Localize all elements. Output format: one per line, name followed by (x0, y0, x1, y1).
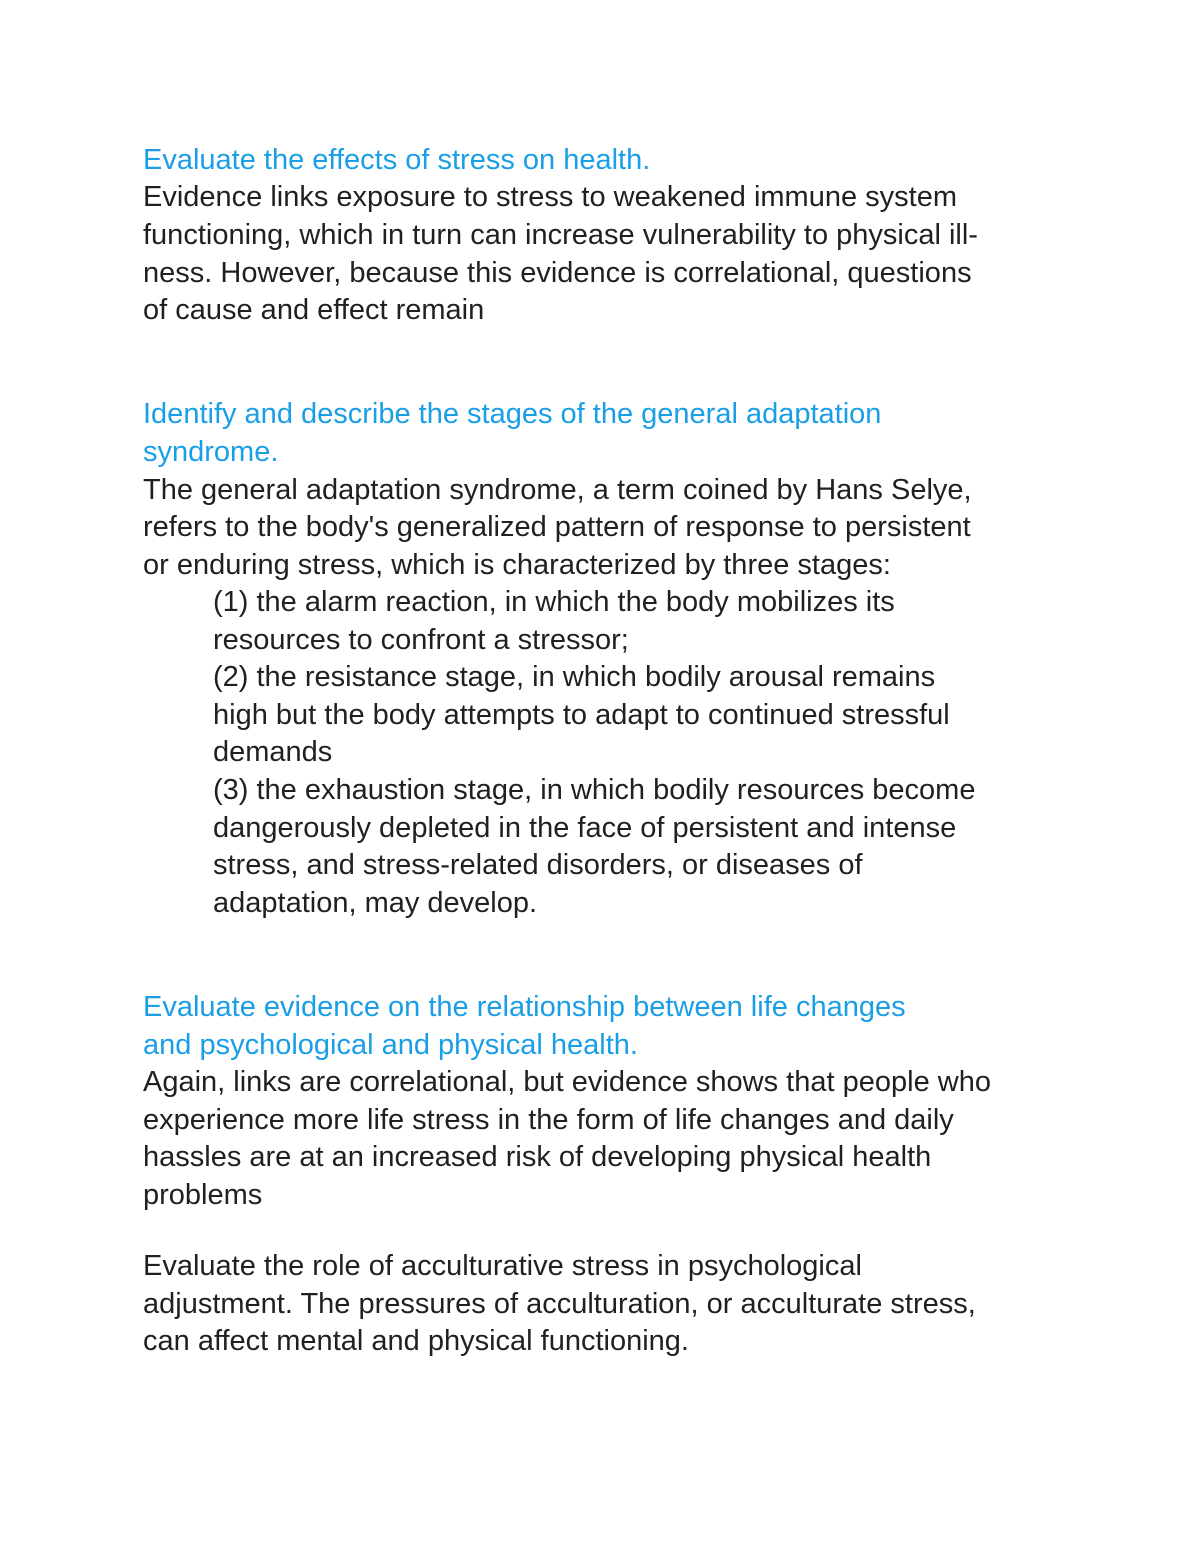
section-3-body-line: Again, links are correlational, but evidence shows that people who (143, 1066, 991, 1098)
section-2-body-line: refers to the body's generalized pattern of response to persistent (143, 511, 971, 543)
stage-3-line: stress, and stress-related disorders, or diseases of (213, 849, 863, 881)
section-1-body-line: of cause and effect remain (143, 294, 485, 326)
section-4-body-line: can affect mental and physical functioning. (143, 1325, 689, 1357)
section-4-body-line: Evaluate the role of acculturative stress in psychological (143, 1250, 862, 1282)
section-3-body-line: problems (143, 1179, 263, 1211)
section-3-heading-line: Evaluate evidence on the relationship between life changes (143, 991, 906, 1023)
stage-2-line: high but the body attempts to adapt to continued stressful (213, 699, 950, 731)
stage-3-line: dangerously depleted in the face of persistent and intense (213, 812, 957, 844)
section-3-heading-line: and psychological and physical health. (143, 1029, 638, 1061)
section-2-body-line: The general adaptation syndrome, a term coined by Hans Selye, (143, 474, 972, 506)
section-3-body-line: hassles are at an increased risk of developing physical health (143, 1141, 932, 1173)
section-1-body-line: functioning, which in turn can increase vulnerability to physical ill- (143, 219, 978, 251)
stage-2-line: (2) the resistance stage, in which bodily arousal remains (213, 661, 936, 693)
section-3-body-line: experience more life stress in the form of life changes and daily (143, 1104, 954, 1136)
section-2-body-line: or enduring stress, which is characterized by three stages: (143, 549, 891, 581)
section-1-body-line: ness. However, because this evidence is correlational, questions (143, 257, 972, 289)
section-1-heading: Evaluate the effects of stress on health. (143, 144, 651, 176)
section-4-body-line: adjustment. The pressures of acculturation, or acculturate stress, (143, 1288, 976, 1320)
stage-1-line: (1) the alarm reaction, in which the body mobilizes its (213, 586, 895, 618)
stage-3-line: adaptation, may develop. (213, 887, 538, 919)
stage-1-line: resources to confront a stressor; (213, 624, 629, 656)
section-2-heading-line: Identify and describe the stages of the general adaptation (143, 398, 882, 430)
stage-2-line: demands (213, 736, 333, 768)
stage-3-line: (3) the exhaustion stage, in which bodily resources become (213, 774, 976, 806)
section-1-body-line: Evidence links exposure to stress to weakened immune system (143, 181, 957, 213)
section-2-heading-line: syndrome. (143, 436, 279, 468)
